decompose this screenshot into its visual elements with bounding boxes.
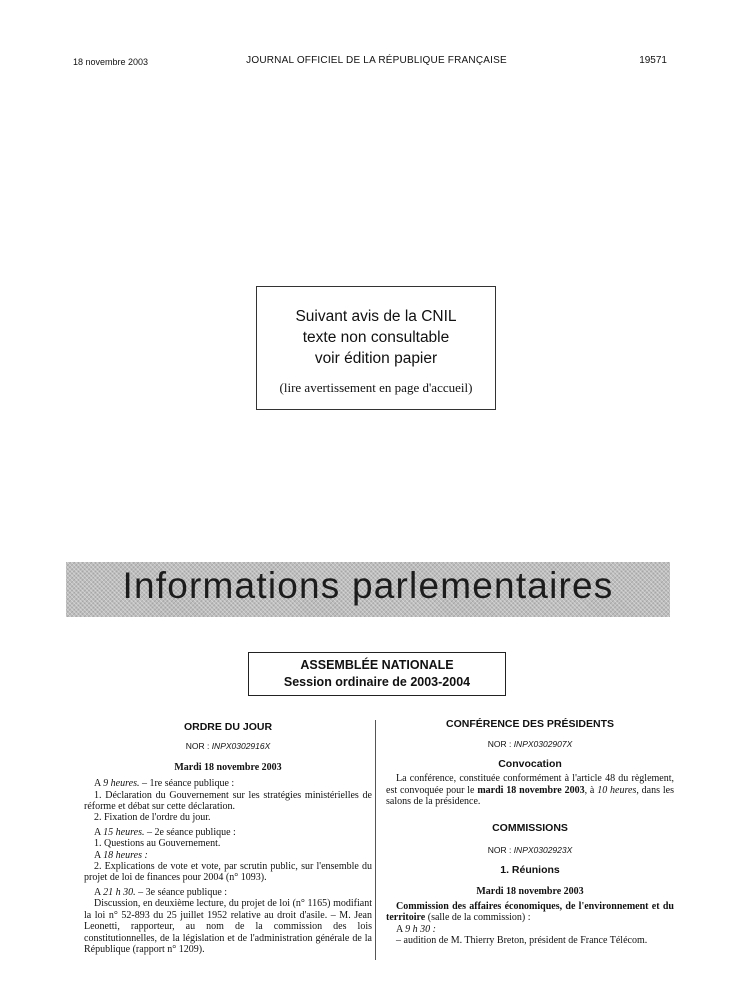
commission-time: 9 h 30 : <box>405 923 437 935</box>
commission-line: Commission des affaires économiques, de l'environnement et du territoire (salle de la commission) : <box>386 901 674 924</box>
right-column-conference <box>386 719 674 947</box>
ordre-du-jour-heading: ORDRE DU JOUR <box>183 721 273 733</box>
seance-1-item-1: 1. Déclaration du Gouvernement sur les stratégies ministérielles de réforme et débat sur cette déclaration. <box>84 789 372 813</box>
left-column-ordre-du-jour <box>84 722 372 955</box>
header-page-number: 19571 <box>639 55 667 66</box>
section-banner <box>66 562 670 617</box>
column-divider <box>375 720 376 960</box>
seance-3-item-1: Discussion, en deuxième lecture, du projet de loi (n° 1165) modifiant la loi n° 52-893 du 25 juillet 1952 relative au droit d'asile. – M. Jean Leonetti, rapporteur, au nom de la commission des lois constitutionnelles, de la législation et de l'administration générale de la République (rapport n° 1209). <box>84 898 372 955</box>
commissions-heading: COMMISSIONS <box>492 822 568 835</box>
reunions-heading: 1. Réunions <box>500 864 560 877</box>
nor-code: INPX0302923X <box>513 844 573 855</box>
nor-reference-conference <box>386 739 674 750</box>
seance-2-time-2-line: A 18 heures : <box>94 849 148 861</box>
conference-heading: CONFÉRENCE DES PRÉSIDENTS <box>445 718 615 730</box>
nor-reference <box>84 741 372 752</box>
cnil-line-1: Suivant avis de la CNIL <box>295 308 457 325</box>
assembly-title: ASSEMBLÉE NATIONALE <box>300 658 454 672</box>
nor-reference-commissions <box>386 845 674 856</box>
seance-2-time-2: 18 heures : <box>103 849 148 861</box>
nor-label: NOR : <box>185 741 210 752</box>
cnil-line-2: texte non consultable <box>302 329 450 346</box>
nor-code: INPX0302916X <box>211 741 271 752</box>
cnil-line-4: (lire avertissement en page d'accueil) <box>279 380 473 395</box>
nor-label: NOR : <box>487 739 512 750</box>
seance-2-item-2: 2. Explications de vote et vote, par scrutin public, sur l'ensemble du projet de loi de finances pour 2004 (n° 1093). <box>84 861 372 884</box>
header-journal-title: JOURNAL OFFICIEL DE LA RÉPUBLIQUE FRANÇAISE <box>246 55 507 66</box>
banner-title: Informations parlementaires <box>122 565 614 606</box>
seance-2-time: 15 heures. <box>103 826 145 838</box>
agenda-date: Mardi 18 novembre 2003 <box>174 761 282 773</box>
seance-1-line: A 9 heures. – 1re séance publique : <box>94 778 235 790</box>
convocation-heading: Convocation <box>498 757 562 770</box>
assembly-box <box>248 652 506 696</box>
seance-1-time: 9 heures. <box>103 778 140 790</box>
reunions-date: Mardi 18 novembre 2003 <box>476 885 584 897</box>
seance-1-item-2: 2. Fixation de l'ordre du jour. <box>94 812 211 824</box>
nor-code: INPX0302907X <box>513 739 573 750</box>
commission-item: – audition de M. Thierry Breton, président de France Télécom. <box>396 935 648 947</box>
seance-3-line: A 21 h 30. – 3e séance publique : <box>94 886 228 898</box>
assembly-session: Session ordinaire de 2003-2004 <box>283 675 471 689</box>
cnil-notice-box <box>256 286 496 410</box>
seance-2-item-1: 1. Questions au Gouvernement. <box>94 838 221 850</box>
header-date: 18 novembre 2003 <box>73 57 149 67</box>
seance-2-line: A 15 heures. – 2e séance publique : <box>94 826 236 838</box>
convocation-text: La conférence, constituée conformément à l'article 48 du règlement, est convoquée pour le mardi 18 novembre 2003, à 10 heures, dans les salons de la présidence. <box>386 773 674 808</box>
seance-3-time: 21 h 30. <box>103 886 136 898</box>
commission-time-line: A 9 h 30 : <box>396 923 437 935</box>
nor-label: NOR : <box>487 844 512 855</box>
cnil-line-3: voir édition papier <box>314 350 438 367</box>
